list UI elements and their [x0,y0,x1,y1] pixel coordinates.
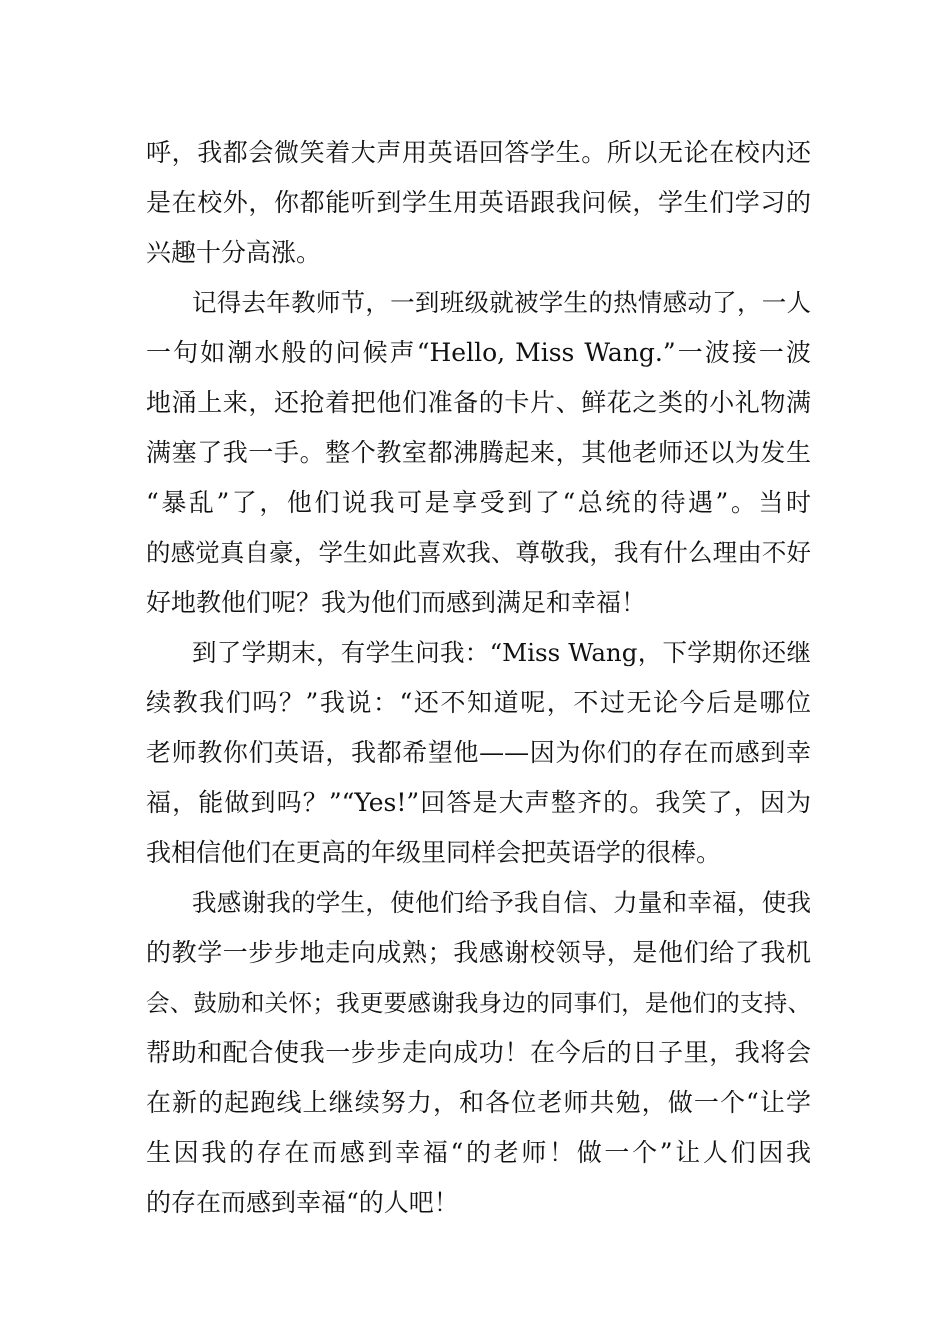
text-line: 福，能做到吗？”“Yes!”回答是大声整齐的。我笑了，因为 [146,788,811,817]
text-line: 一句如潮水般的问候声“Hello, Miss Wang.”一波接一波 [146,338,811,367]
text-line: “暴乱”了，他们说我可是享受到了“总统的待遇”。当时 [146,488,811,517]
text-line: 在新的起跑线上继续努力，和各位老师共勉，做一个“让学 [146,1088,811,1117]
text-line: 地涌上来，还抢着把他们准备的卡片、鲜花之类的小礼物满 [146,388,811,417]
text-line: 满塞了我一手。整个教室都沸腾起来，其他老师还以为发生 [146,438,811,467]
text-line: 会、鼓励和关怀；我更要感谢我身边的同事们，是他们的支持、 [146,989,811,1017]
text-line: 续教我们吗？”我说：“还不知道呢，不过无论今后是哪位 [146,688,811,717]
text-line: 记得去年教师节，一到班级就被学生的热情感动了，一人 [192,288,811,317]
text-line: 的存在而感到幸福“的人吧！ [146,1188,459,1217]
text-line: 老师教你们英语，我都希望他——因为你们的存在而感到幸 [146,738,811,767]
text-line: 到了学期末，有学生问我：“Miss Wang，下学期你还继 [192,638,811,667]
text-line: 兴趣十分高涨。 [146,238,322,267]
text-line: 好地教他们呢？我为他们而感到满足和幸福！ [146,588,647,617]
text-line: 我感谢我的学生，使他们给予我自信、力量和幸福，使我 [192,888,811,917]
text-line: 的教学一步步地走向成熟；我感谢校领导，是他们给了我机 [146,938,811,967]
text-line: 生因我的存在而感到幸福“的老师！做一个”让人们因我 [146,1138,811,1167]
text-line: 帮助和配合使我一步步走向成功！在今后的日子里，我将会 [146,1038,811,1067]
text-line: 的感觉真自豪，学生如此喜欢我、尊敬我，我有什么理由不好 [146,538,811,567]
document-body [146,128,811,1228]
text-line: 是在校外，你都能听到学生用英语跟我问候，学生们学习的 [146,188,811,217]
text-line: 呼，我都会微笑着大声用英语回答学生。所以无论在校内还 [146,138,811,167]
text-line: 我相信他们在更高的年级里同样会把英语学的很棒。 [146,838,722,867]
